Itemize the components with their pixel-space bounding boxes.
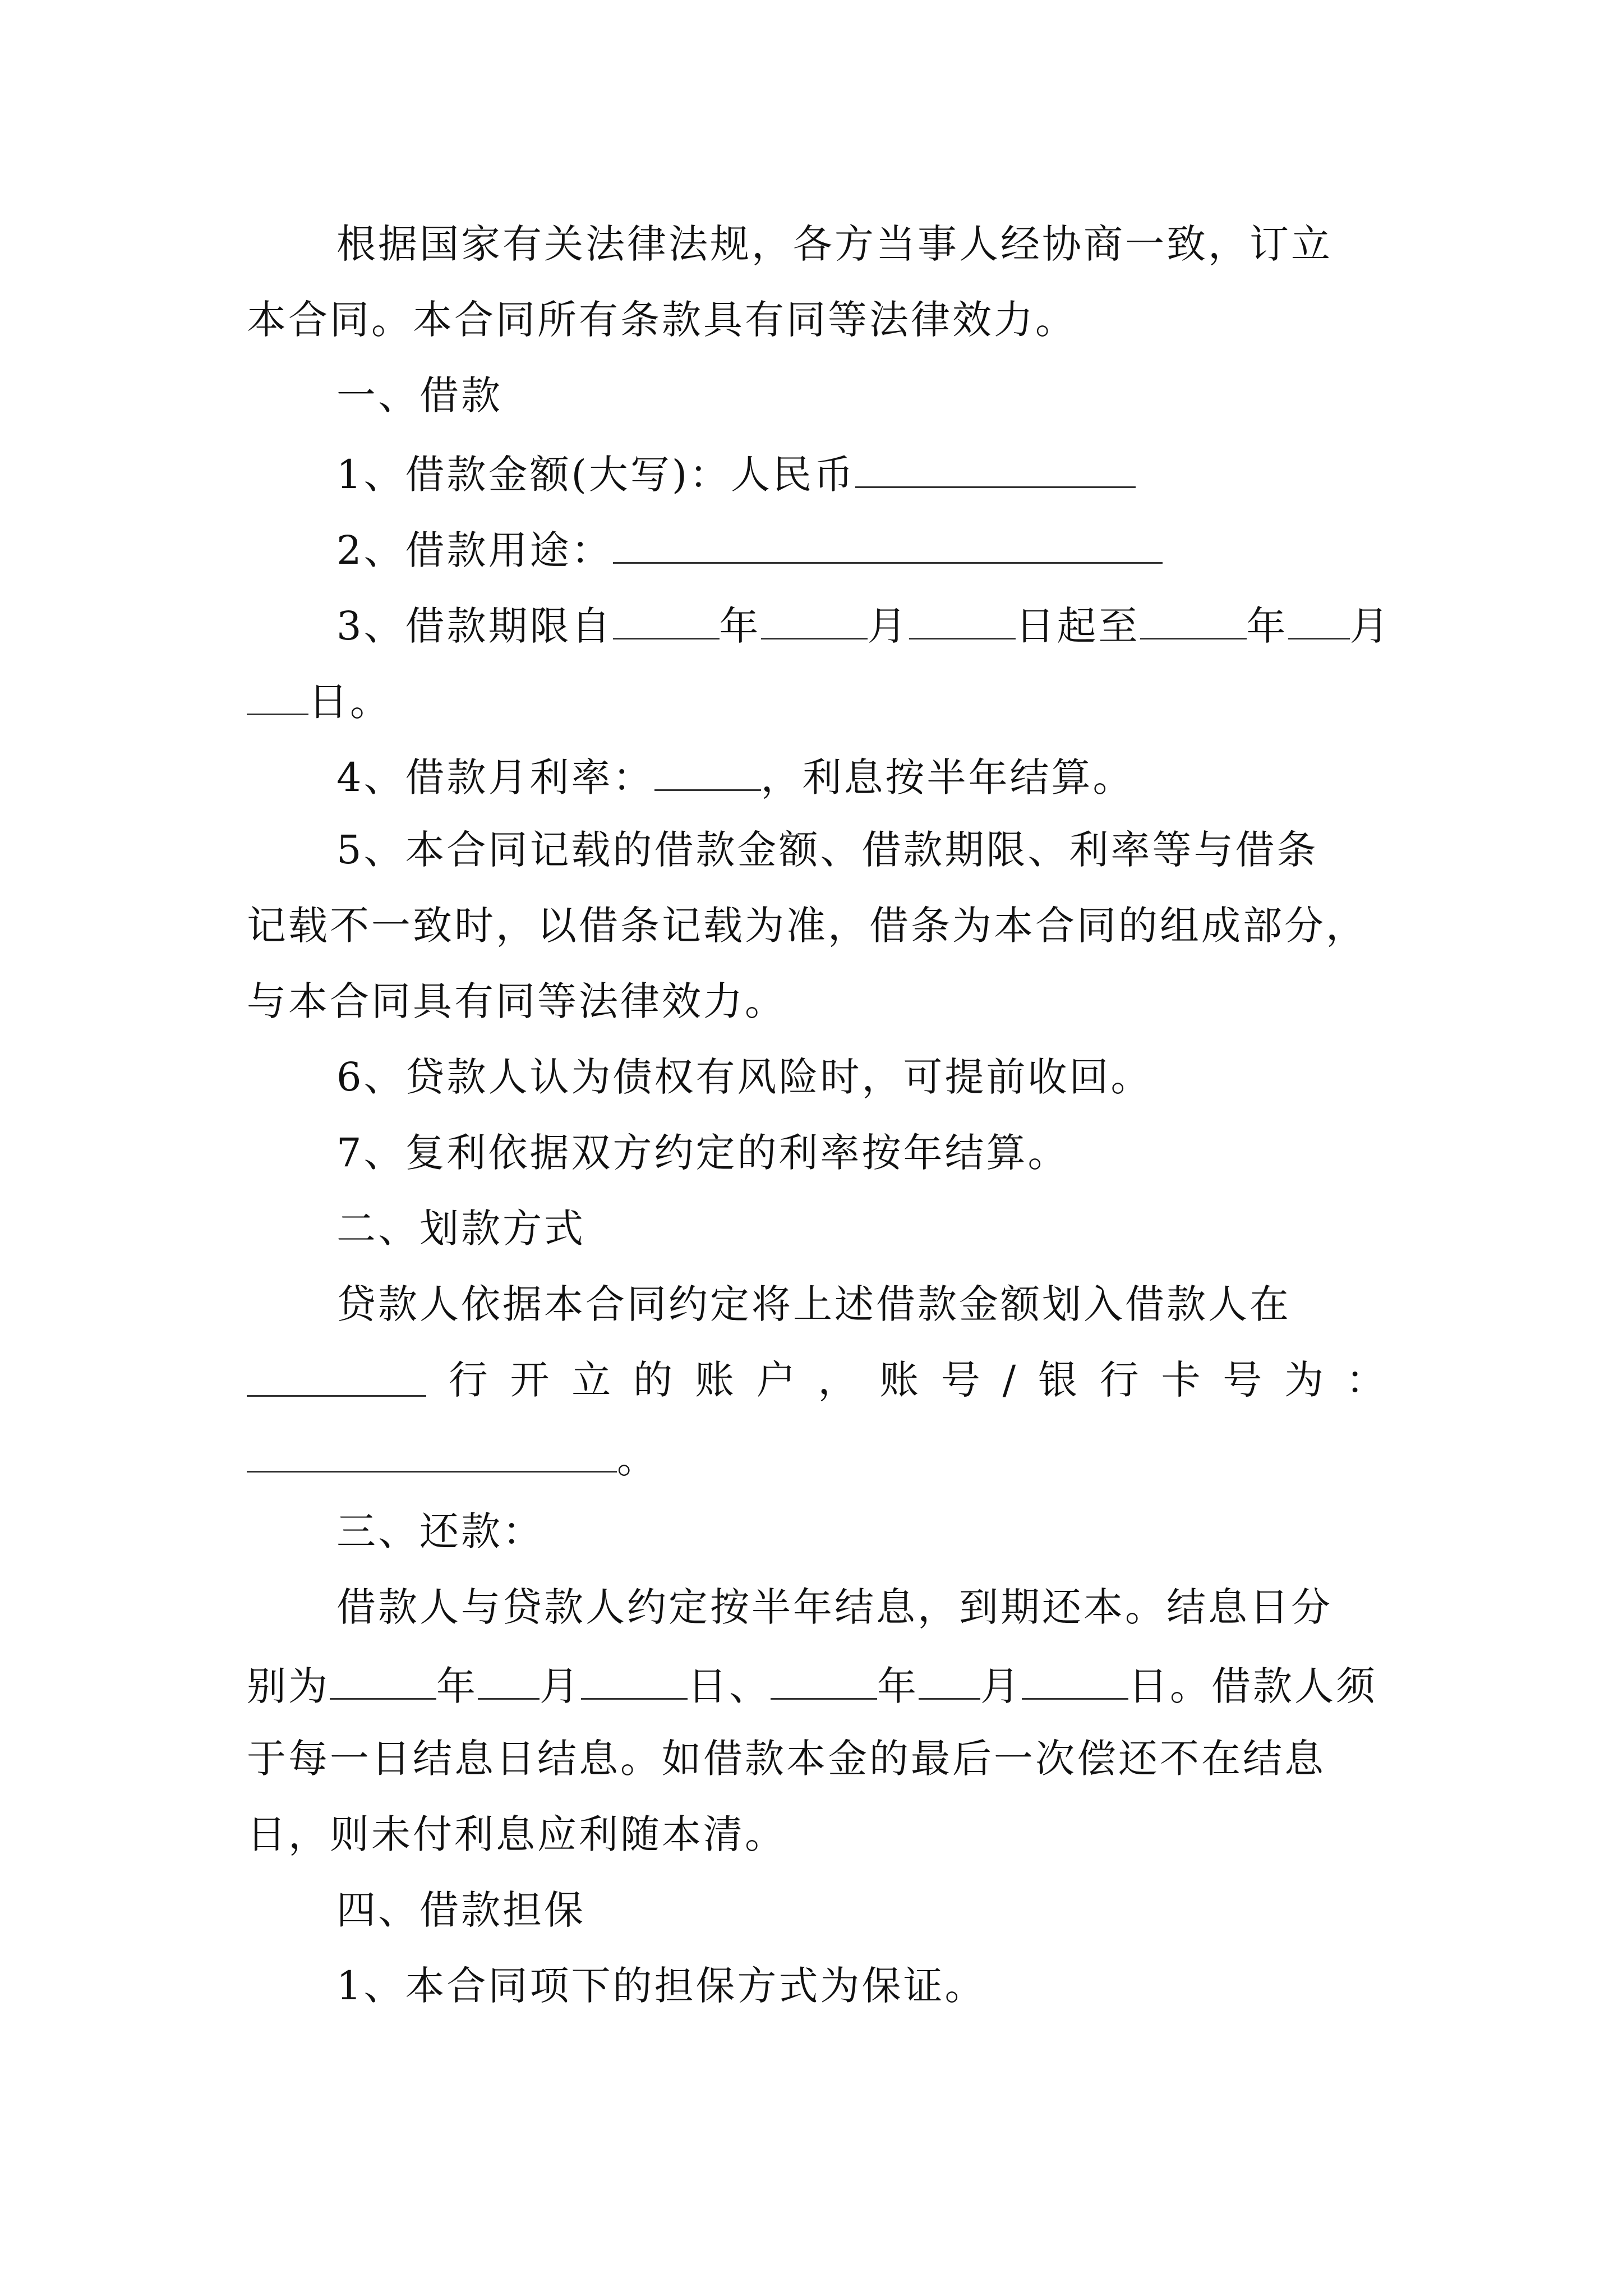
s3-end: 日。借款人须 [1128,1663,1377,1709]
section-2-line-1: 贷款人依据本合同约定将上述借款金额划入借款人在 [336,1281,1291,1327]
bank-blank [247,1360,426,1397]
intro-line-1: 根据国家有关法律法规，各方当事人经协商一致，订立 [336,221,1332,267]
s3-year: 年 [436,1663,478,1709]
item-6: 6、贷款人认为债权有风险时，可提前收回。 [336,1054,1152,1100]
item-5-line-1: 5、本合同记载的借款金额、借款期限、利率等与借条 [336,827,1318,873]
s3-year-2: 年 [877,1663,919,1709]
item-3-year: 年 [719,603,761,649]
s2-char: 户 [756,1357,796,1403]
s2-char: / [1002,1357,1016,1403]
s2-char: 号 [940,1357,980,1403]
section-2-title: 二、划款方式 [336,1205,585,1251]
item-3-end: 日。 [308,679,391,725]
intro-line-2: 本合同。本合同所有条款具有同等法律效力。 [247,297,1077,343]
start-year-blank [613,603,720,639]
section-4-title: 四、借款担保 [336,1887,585,1933]
s2-char: 为 [1284,1357,1324,1403]
section-1-title: 一、借款 [336,372,502,418]
s2-char: ， [818,1357,857,1403]
s2-char: 号 [1223,1357,1262,1403]
item-4-label: 4、借款月利率： [336,754,654,800]
s2-char: 行 [448,1357,488,1403]
item-2-purpose [336,527,1163,573]
s2-char: 开 [510,1357,550,1403]
item-3-label: 3、借款期限自 [336,603,613,649]
item-4-rate [336,754,1135,800]
start-day-blank [909,603,1016,639]
section-2-line-3 [247,1436,658,1482]
item-2-label: 2、借款用途： [336,527,613,573]
item-3-day-from: 日起至 [1015,603,1140,649]
s3-prefix: 别为 [247,1663,330,1709]
interest-year-1-blank [330,1663,436,1700]
section-4-item-1: 1、本合同项下的担保方式为保证。 [336,1963,986,2009]
item-4-suffix: ，利息按半年结算。 [760,754,1135,800]
s2-end: 。 [617,1436,658,1482]
account-blank [247,1436,617,1473]
item-3-term [336,603,1391,649]
s3-month: 月 [540,1663,581,1709]
item-7: 7、复利依据双方约定的利率按年结算。 [336,1130,1069,1176]
item-1-amount [336,452,1136,498]
section-2-line-2 [247,1357,1385,1403]
item-1-label: 1、借款金额(大写)：人民币 [336,452,856,498]
s2-char: 卡 [1161,1357,1201,1403]
rate-blank [654,754,761,791]
s3-month-2: 月 [980,1663,1022,1709]
interest-day-2-blank [1022,1663,1128,1700]
s2-char: ： [1345,1357,1385,1403]
s3-day: 日、 [688,1663,771,1709]
item-3-month-2: 月 [1349,603,1391,649]
section-3-line-1: 借款人与贷款人约定按半年结息，到期还本。结息日分 [336,1584,1332,1630]
s2-char: 账 [694,1357,734,1403]
section-3-line-2 [247,1663,1377,1709]
item-5-line-3: 与本合同具有同等法律效力。 [247,978,786,1024]
interest-day-1-blank [581,1663,688,1700]
s2-char: 立 [571,1357,611,1403]
amount-blank [855,452,1136,488]
item-5-line-2: 记载不一致时，以借条记载为准，借条为本合同的组成部分， [247,903,1367,949]
end-day-blank [247,679,308,715]
section-3-line-3: 于每一日结息日结息。如借款本金的最后一次偿还不在结息 [247,1736,1326,1782]
section-3-line-4: 日，则未付利息应利随本清。 [247,1811,786,1857]
item-3-term-cont [247,679,391,725]
interest-month-1-blank [478,1663,540,1700]
s2-char: 行 [1099,1357,1139,1403]
s2-char: 银 [1038,1357,1078,1403]
item-3-month: 月 [867,603,909,649]
purpose-blank [613,527,1163,564]
interest-month-2-blank [919,1663,980,1700]
s2-char: 账 [879,1357,919,1403]
item-3-year-2: 年 [1246,603,1288,649]
section-3-title: 三、还款： [336,1508,544,1554]
start-month-blank [761,603,868,639]
end-year-blank [1140,603,1247,639]
s2-char: 的 [633,1357,673,1403]
interest-year-2-blank [771,1663,877,1700]
end-month-blank [1288,603,1350,639]
